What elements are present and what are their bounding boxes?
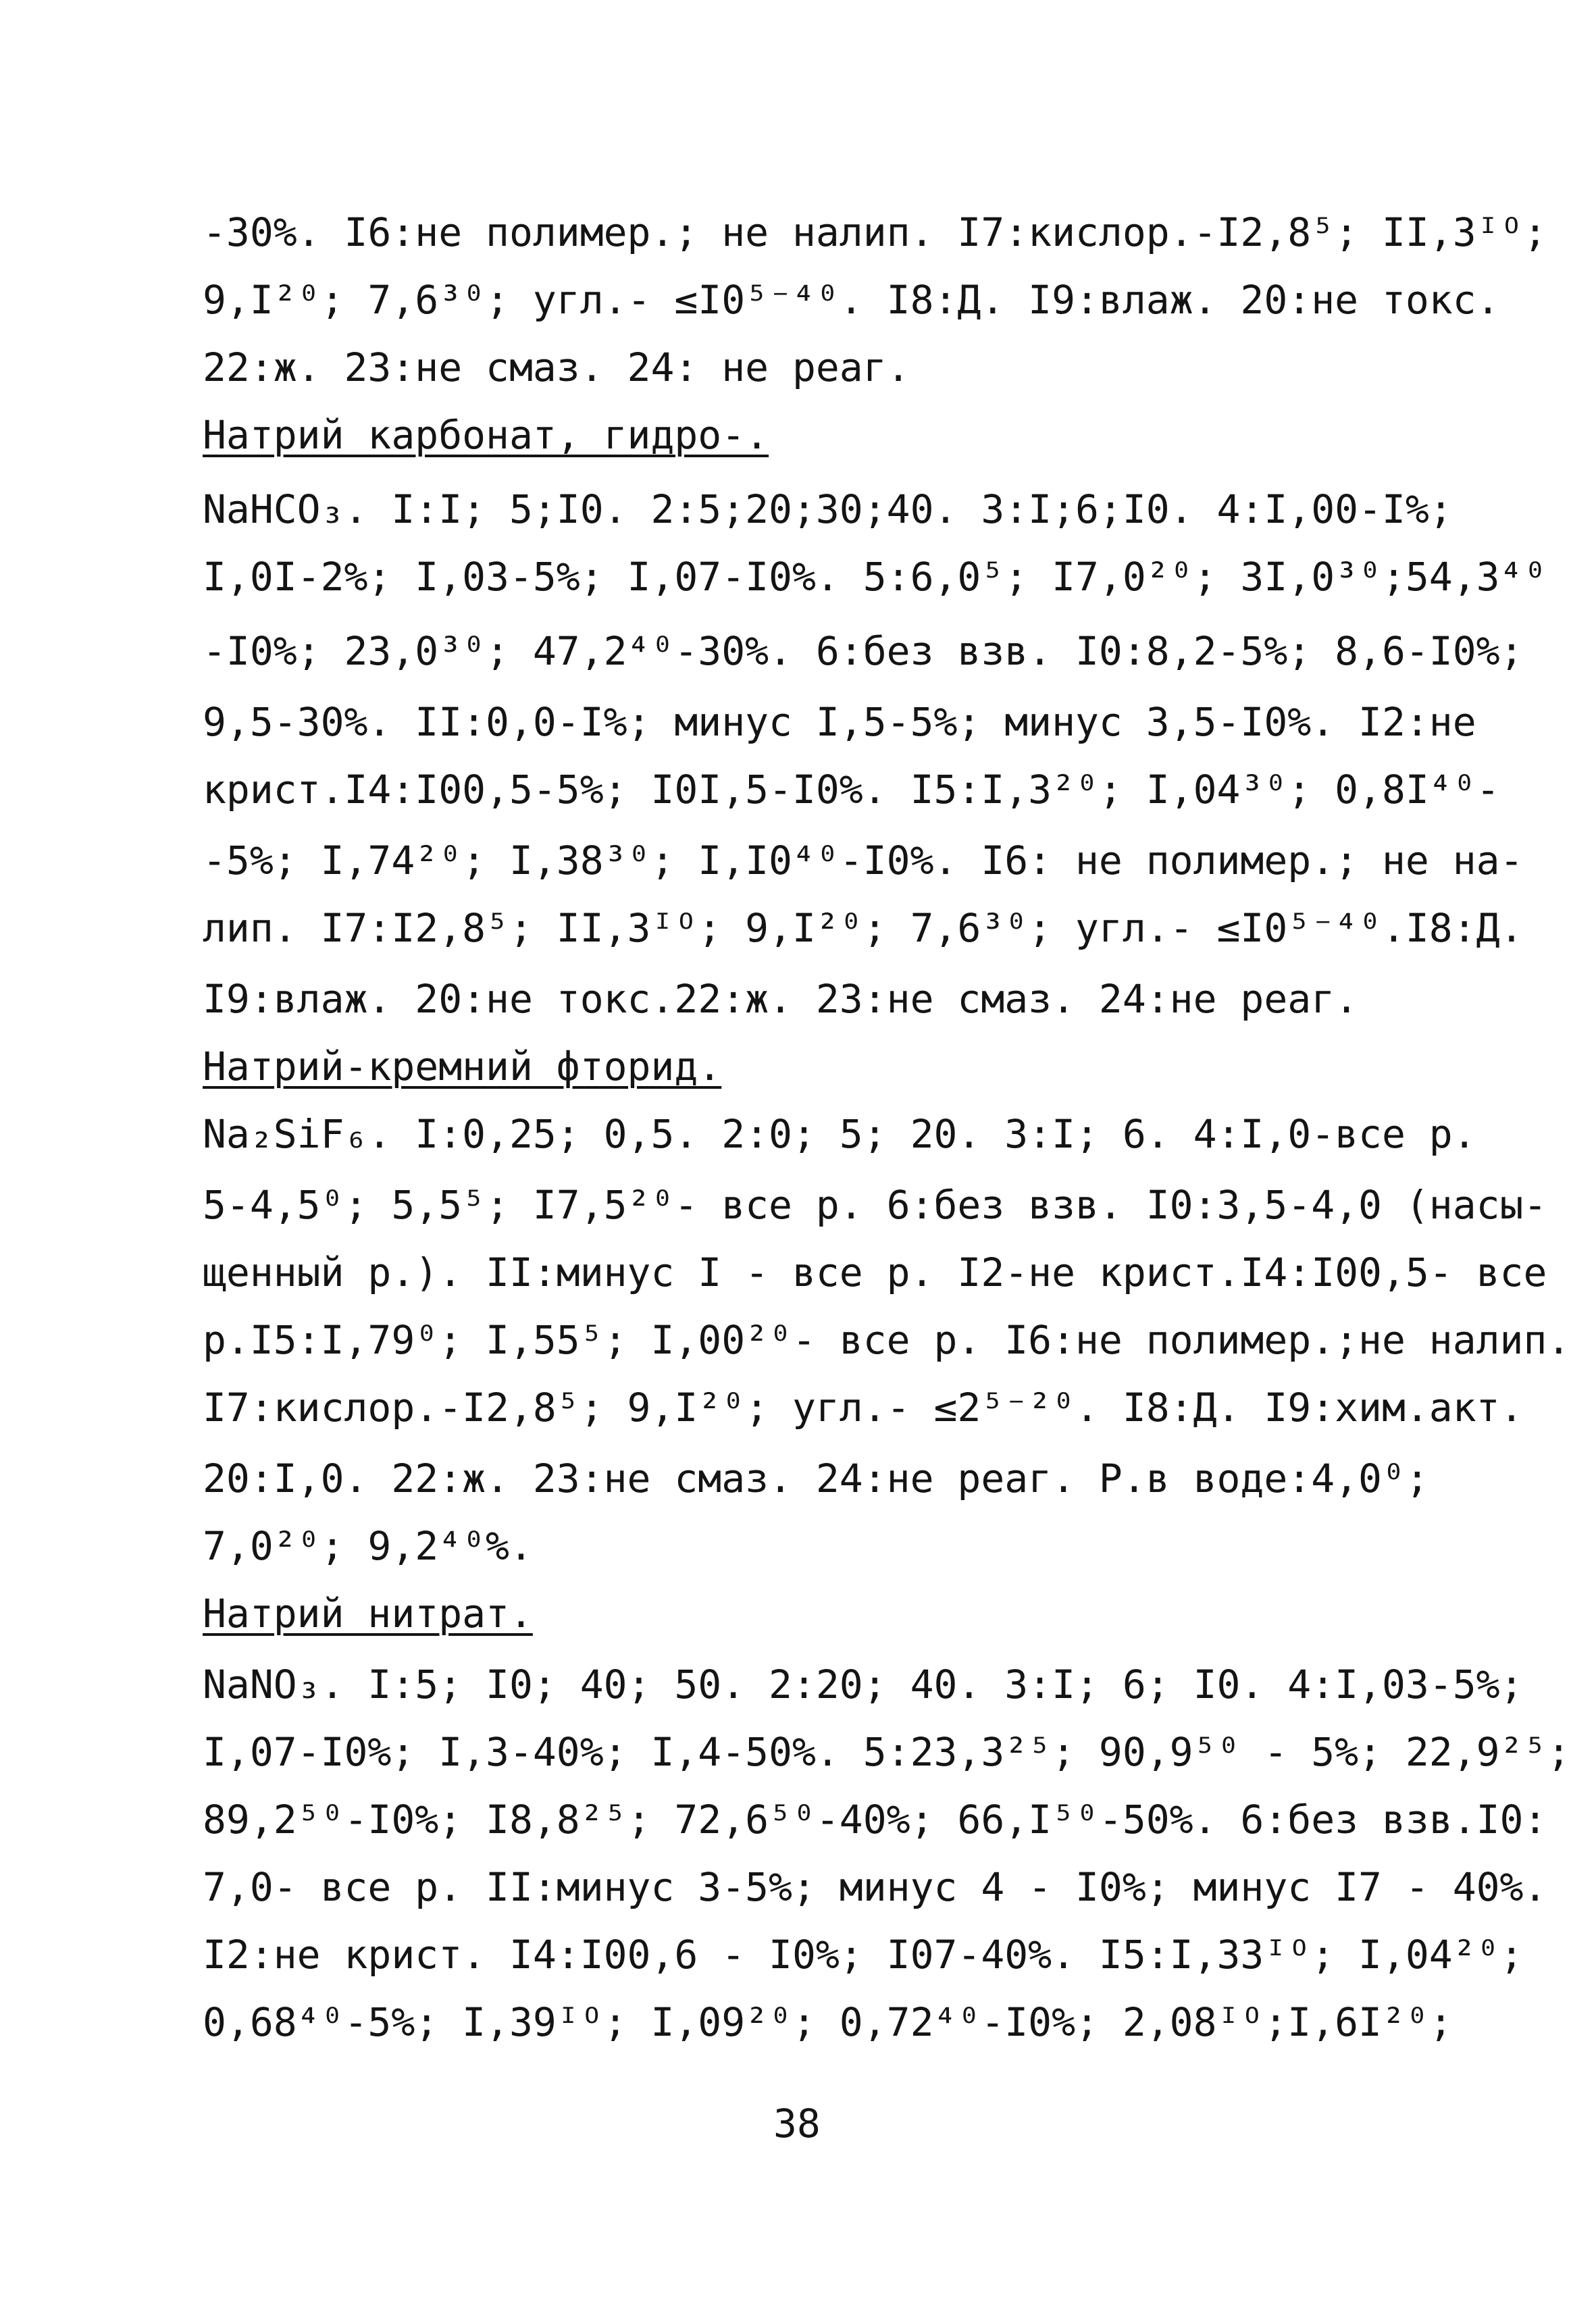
text-line: NaHCO₃. I:I; 5;I0. 2:5;20;30;40. 3:I;6;I0. 4:I,00-I%; — [203, 486, 1453, 532]
text-line: 89,2⁵⁰-I0%; I8,8²⁵; 72,6⁵⁰-40%; 66,I⁵⁰-50%. 6:без взв.I0: — [203, 1797, 1547, 1843]
text-line: р.I5:I,79⁰; I,55⁵; I,00²⁰- все р. I6:не полимер.;не налип. — [203, 1317, 1571, 1363]
text-line: -5%; I,74²⁰; I,38³⁰; I,I0⁴⁰-I0%. I6: не полимер.; не на- — [203, 838, 1524, 883]
text-line: крист.I4:I00,5-5%; I0I,5-I0%. I5:I,3²⁰; I,04³⁰; 0,8I⁴⁰- — [203, 767, 1500, 813]
text-line: 7,0- все р. II:минус 3-5%; минус 4 - I0%; минус I7 - 40%. — [203, 1864, 1547, 1910]
text-line: NaNO₃. I:5; I0; 40; 50. 2:20; 40. 3:I; 6; I0. 4:I,03-5%; — [203, 1662, 1524, 1707]
page-number: 38 — [773, 2101, 821, 2146]
text-line: I,0I-2%; I,03-5%; I,07-I0%. 5:6,0⁵; I7,0²⁰; 3I,0³⁰;54,3⁴⁰ — [203, 554, 1547, 600]
text-line: I,07-I0%; I,3-40%; I,4-50%. 5:23,3²⁵; 90,9⁵⁰ - 5%; 22,9²⁵; — [203, 1729, 1571, 1775]
section-heading: Натрий карбонат, гидро-. — [203, 412, 769, 458]
text-line: I9:влаж. 20:не токс.22:ж. 23:не смаз. 24:не реаг. — [203, 976, 1359, 1022]
text-line: 7,0²⁰; 9,2⁴⁰%. — [203, 1523, 533, 1569]
text-line: 20:I,0. 22:ж. 23:не смаз. 24:не реаг. Р.в воде:4,0⁰; — [203, 1456, 1429, 1501]
text-line: щенный р.). II:минус I - все р. I2-не крист.I4:I00,5- все — [203, 1250, 1547, 1295]
text-line: 9,I²⁰; 7,6³⁰; угл.- ≤I0⁵⁻⁴⁰. I8:Д. I9:влаж. 20:не токс. — [203, 277, 1500, 323]
section-heading: Натрий нитрат. — [203, 1591, 533, 1637]
text-line: Na₂SiF₆. I:0,25; 0,5. 2:0; 5; 20. 3:I; 6. 4:I,0-все р. — [203, 1111, 1476, 1157]
text-line: -30%. I6:не полимер.; не налип. I7:кислор.-I2,8⁵; II,3ᴵᴼ; — [203, 209, 1547, 255]
section-heading: Натрий-кремний фторид. — [203, 1044, 722, 1089]
text-line: 5-4,5⁰; 5,5⁵; I7,5²⁰- все р. 6:без взв. I0:3,5-4,0 (насы- — [203, 1182, 1547, 1228]
text-line: лип. I7:I2,8⁵; II,3ᴵᴼ; 9,I²⁰; 7,6³⁰; угл.- ≤I0⁵⁻⁴⁰.I8:Д. — [203, 905, 1524, 951]
text-line: I2:не крист. I4:I00,6 - I0%; I07-40%. I5:I,33ᴵᴼ; I,04²⁰; — [203, 1932, 1524, 1978]
text-line: I7:кислор.-I2,8⁵; 9,I²⁰; угл.- ≤2⁵⁻²⁰. I8:Д. I9:хим.акт. — [203, 1385, 1524, 1431]
text-line: 22:ж. 23:не смаз. 24: не реаг. — [203, 344, 910, 390]
text-line: 0,68⁴⁰-5%; I,39ᴵᴼ; I,09²⁰; 0,72⁴⁰-I0%; 2,08ᴵᴼ;I,6I²⁰; — [203, 1999, 1453, 2045]
text-line: -I0%; 23,0³⁰; 47,2⁴⁰-30%. 6:без взв. I0:8,2-5%; 8,6-I0%; — [203, 628, 1524, 674]
text-line: 9,5-30%. II:0,0-I%; минус I,5-5%; минус 3,5-I0%. I2:не — [203, 699, 1476, 745]
